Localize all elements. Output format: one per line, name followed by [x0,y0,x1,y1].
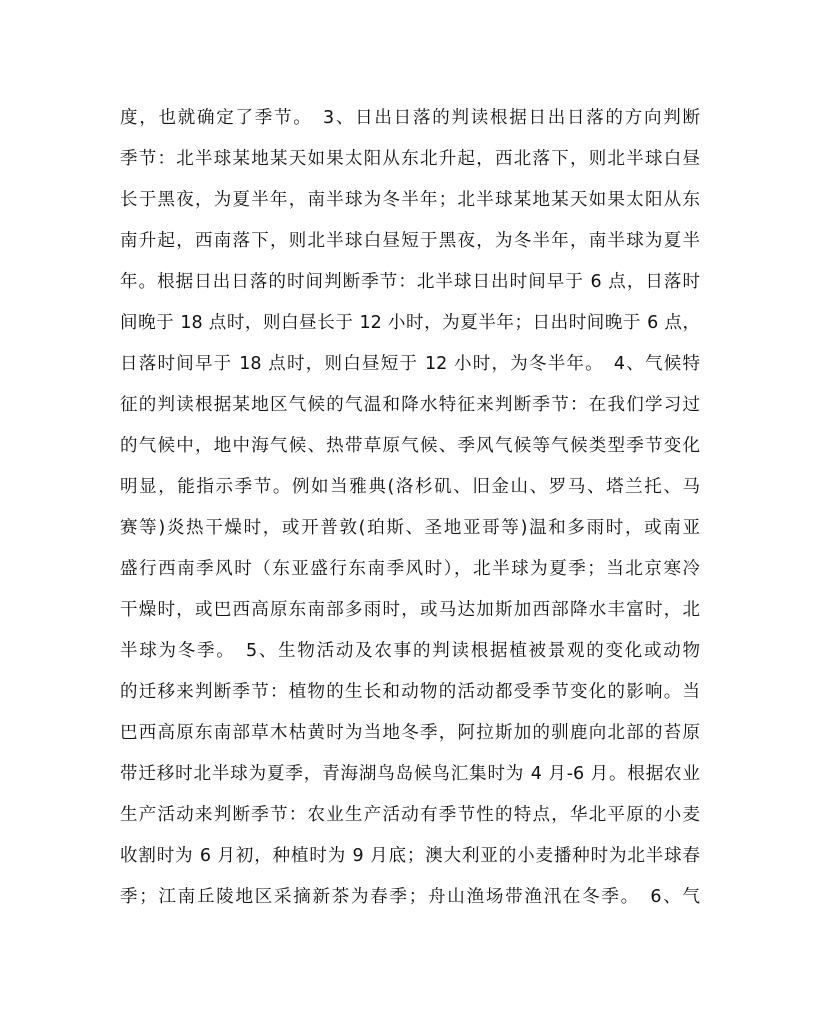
text-line: 明显，能指示季节。例如当雅典(洛杉矶、旧金山、罗马、塔兰托、马 [120,477,700,497]
text-line: 收割时为 6 月初，种植时为 9 月底；澳大利亚的小麦播种时为北半球春 [120,846,700,866]
text-line: 带迁移时北半球为夏季，青海湖鸟岛候鸟汇集时为 4 月-6 月。根据农业 [120,764,700,784]
text-line: 生产活动来判断季节：农业生产活动有季节性的特点，华北平原的小麦 [120,805,700,825]
text-line: 日落时间早于 18 点时，则白昼短于 12 小时，为冬半年。 4、气候特 [120,354,700,374]
text-line: 盛行西南季风时（东亚盛行东南季风时），北半球为夏季；当北京寒冷 [120,559,700,579]
text-line: 征的判读根据某地区气候的气温和降水特征来判断季节：在我们学习过 [120,395,700,415]
text-line: 的气候中，地中海气候、热带草原气候、季风气候等气候类型季节变化 [120,436,700,456]
text-line: 巴西高原东南部草木枯黄时为当地冬季，阿拉斯加的驯鹿向北部的苔原 [120,723,700,743]
text-line: 赛等)炎热干燥时，或开普敦(珀斯、圣地亚哥等)温和多雨时，或南亚 [120,518,700,538]
text-line: 季节：北半球某地某天如果太阳从东北升起，西北落下，则北半球白昼 [120,149,700,169]
text-line: 季；江南丘陵地区采摘新茶为春季；舟山渔场带渔汛在冬季。 6、气 [120,887,700,907]
text-line: 年。根据日出日落的时间判断季节：北半球日出时间早于 6 点，日落时 [120,272,700,292]
body-text [120,98,700,918]
text-line: 间晚于 18 点时，则白昼长于 12 小时，为夏半年；日出时间晚于 6 点， [120,313,700,333]
text-line: 的迁移来判断季节：植物的生长和动物的活动都受季节变化的影响。当 [120,682,700,702]
text-line: 长于黑夜，为夏半年，南半球为冬半年；北半球某地某天如果太阳从东 [120,190,700,210]
text-line: 南升起，西南落下，则北半球白昼短于黑夜，为冬半年，南半球为夏半 [120,231,700,251]
text-line: 干燥时，或巴西高原东南部多雨时，或马达加斯加西部降水丰富时，北 [120,600,700,620]
text-line: 度，也就确定了季节。 3、日出日落的判读根据日出日落的方向判断 [120,108,700,128]
text-line: 半球为冬季。 5、生物活动及农事的判读根据植被景观的变化或动物 [120,641,700,661]
